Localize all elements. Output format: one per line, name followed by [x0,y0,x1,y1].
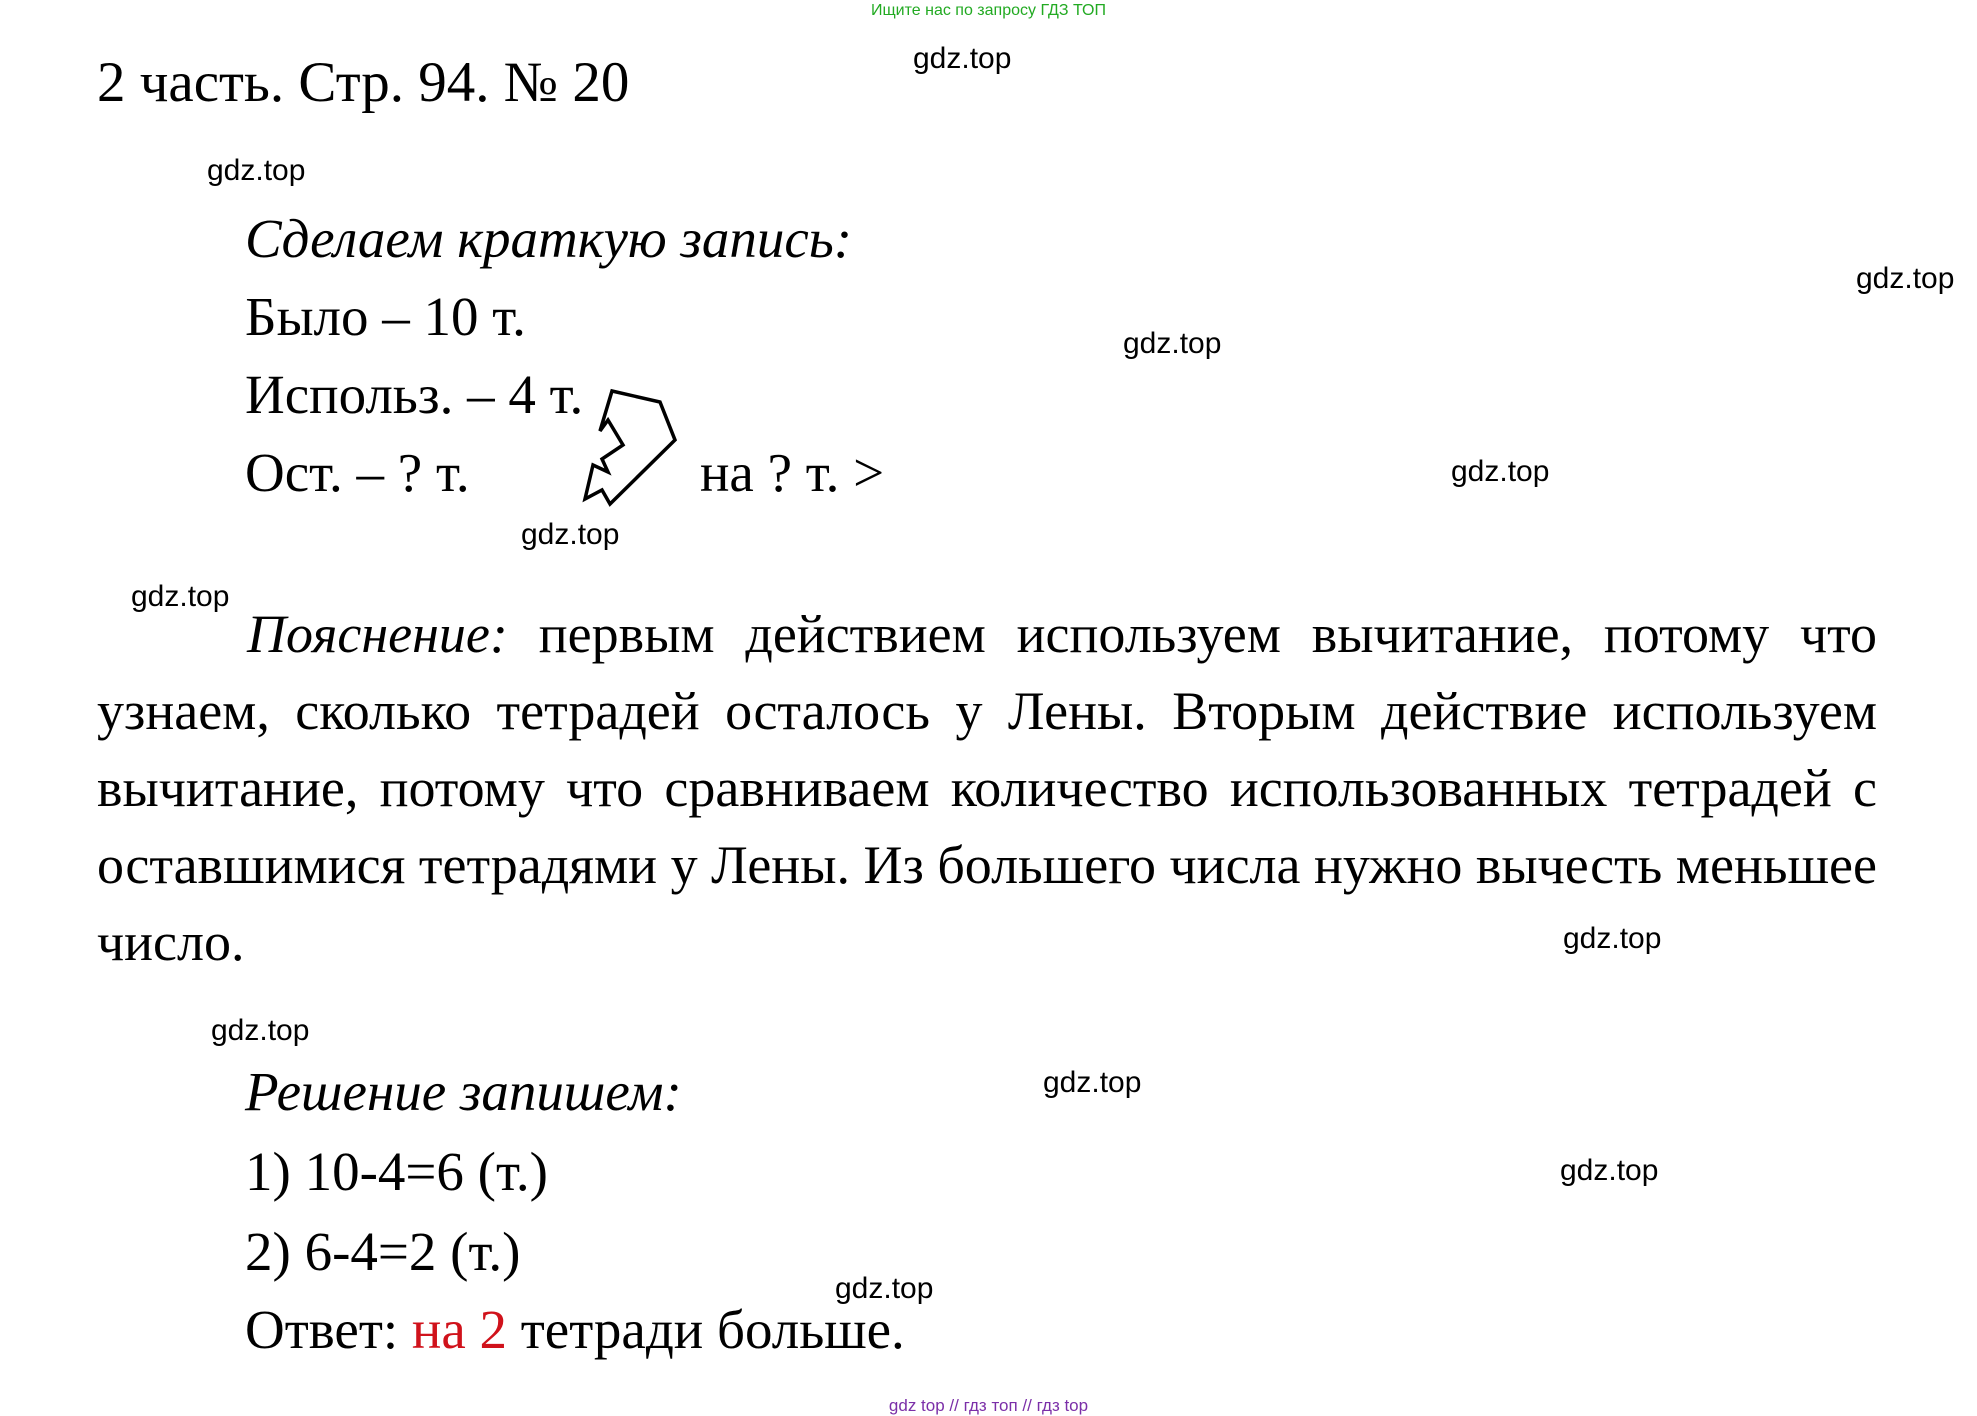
watermark: gdz.top [1123,327,1222,360]
watermark: gdz.top [1043,1066,1142,1099]
answer-value: на 2 [411,1299,507,1360]
solution-step-2: 2) 6-4=2 (т.) [245,1221,521,1282]
watermark: gdz.top [1560,1154,1659,1187]
answer-label: Ответ: [245,1299,412,1360]
watermark: gdz.top [131,580,230,613]
answer-rest: тетради больше. [507,1299,905,1360]
short-record-compare: на ? т. > [700,442,885,503]
watermark: gdz.top [1856,262,1955,295]
explanation-label: Пояснение: [247,604,508,664]
watermark: gdz.top [1451,455,1550,488]
page-heading: 2 часть. Стр. 94. № 20 [97,51,630,114]
watermark: gdz.top [1563,922,1662,955]
solution-title: Решение запишем: [245,1061,682,1122]
compare-arrow-icon [575,386,685,511]
answer-line [245,1298,905,1361]
explanation-paragraph [97,596,1877,981]
bottom-banner[interactable]: gdz top // гдз топ // гдз top [888,1396,1089,1415]
watermark: gdz.top [835,1272,934,1305]
watermark: gdz.top [521,518,620,551]
top-banner[interactable]: Ищите нас по запросу ГДЗ ТОП [871,2,1106,19]
short-record-title: Сделаем краткую запись: [245,208,853,269]
watermark: gdz.top [913,42,1012,75]
short-record-line-left: Ост. – ? т. [245,442,470,503]
explanation-text: первым действием используем вычитание, потому что узнаем, сколько тетрадей осталось у Лены. Вторым действие используем вычитание, потому что сравниваем количество использованных тетрадей с оставшимися тетрадями у Лены. Из большего числа нужно вычесть меньшее число. [97,604,1877,972]
watermark: gdz.top [211,1014,310,1047]
short-record-line-used: Использ. – 4 т. [245,364,584,425]
watermark: gdz.top [207,154,306,187]
short-record-line-was: Было – 10 т. [245,286,526,347]
solution-step-1: 1) 10-4=6 (т.) [245,1141,548,1202]
